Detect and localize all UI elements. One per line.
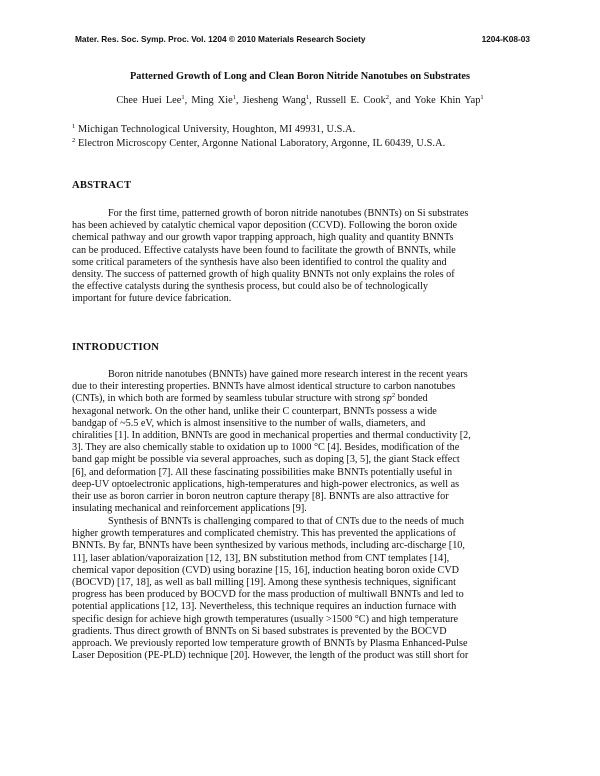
introduction-paragraph-1: [72, 369, 532, 515]
affiliation-mark: 1: [72, 123, 76, 130]
affiliation-text: Electron Microscopy Center, Argonne National Laboratory, Argonne, IL 60439, U.S.A.: [75, 138, 446, 149]
text-run: (CNTs), in which both are formed by seamless tubular structure with strong: [72, 393, 383, 405]
author-name: Chee Huei Lee: [116, 95, 182, 106]
author-separator: ,: [184, 95, 192, 106]
author-name: Russell E. Cook: [315, 95, 386, 106]
sp-superscript: 2: [391, 392, 396, 400]
author-name: Yoke Khin Yap: [414, 95, 481, 106]
affiliation-2: [72, 138, 445, 149]
running-header: [75, 34, 530, 44]
text-line: [72, 393, 532, 405]
author-name: Ming Xie: [191, 95, 233, 106]
text-line: 3]. They are also chemically stable to oxidation up to 1000 °C [4]. Besides, modification of the: [72, 442, 460, 454]
text-line: their use as boron carrier in boron neutron capture therapy [8]. BNNTs are also attractive for: [72, 491, 449, 503]
author-name: Jiesheng Wang: [242, 95, 306, 106]
paper-id: 1204-K08-03: [481, 34, 530, 44]
text-line: chemical pathway and our growth vapor trapping approach, high quality and quantity BNNTs: [72, 232, 454, 244]
text-line: BNNTs. By far, BNNTs have been synthesized by various methods, including arc-discharge [10,: [72, 540, 465, 552]
text-line: important for future device fabrication.: [72, 293, 232, 305]
author-affil-mark: 1: [305, 94, 310, 101]
paper-title: Patterned Growth of Long and Clean Boron Nitride Nanotubes on Substrates: [129, 71, 470, 82]
author-affil-mark: 2: [385, 94, 389, 101]
author-affil-mark: 1: [232, 94, 236, 101]
text-run: bonded: [395, 393, 428, 405]
text-line: deep-UV optoelectronic applications, high-temperatures and high-power electronics, as well as: [72, 478, 460, 490]
text-line: specific design for achieve high growth temperatures (usually >1500 °C) and high temperature: [72, 613, 459, 625]
text-line: band gap might be possible via several approaches, such as doping [3, 5], the giant Stack effect: [72, 454, 460, 466]
text-line: chiralities [1]. In addition, BNNTs are good in mechanical properties and thermal conductivity [2,: [72, 430, 471, 442]
text-line: potential applications [12, 13]. Nevertheless, this technique requires an induction furnace with: [72, 601, 457, 613]
text-line: chemical vapor deposition (CVD) using borazine [15, 16], induction heating boron oxide CVD: [72, 564, 460, 576]
text-line: [6], and deformation [7]. All these fascinating possibilities make BNNTs potentially useful in: [72, 466, 453, 478]
author-list: [40, 95, 560, 106]
text-line: can be produced. Effective catalysts have been found to facilitate the growth of BNNTs, while: [72, 244, 456, 256]
author-separator: , and: [389, 95, 415, 106]
text-line: (BOCVD) [17, 18], as well as ball milling [19]. Among these synthesis techniques, significant: [72, 577, 456, 589]
journal-citation: Mater. Res. Soc. Symp. Proc. Vol. 1204 © 2010 Materials Research Society: [75, 34, 366, 44]
text-line: the effective catalysts during the synthesis process, but could also be of technologically: [72, 281, 428, 293]
text-line: Laser Deposition (PE-PLD) technique [20]. However, the length of the product was still short for: [72, 650, 469, 662]
text-line: due to their interesting properties. BNNTs have almost identical structure to carbon nanotubes: [72, 381, 456, 393]
introduction-heading: INTRODUCTION: [72, 342, 160, 353]
text-line: hexagonal network. On the other hand, unlike their C counterpart, BNNTs possess a wide: [72, 405, 437, 417]
text-line: Boron nitride nanotubes (BNNTs) have gained more research interest in the recent years: [108, 369, 468, 380]
text-line: has been achieved by catalytic chemical vapor deposition (CCVD). Following the boron oxide: [72, 220, 458, 232]
text-line: Synthesis of BNNTs is challenging compared to that of CNTs due to the needs of much: [108, 516, 464, 527]
introduction-paragraph-2: [72, 516, 532, 662]
affiliation-mark: 2: [72, 137, 76, 144]
sp-symbol: sp: [382, 393, 392, 405]
author-affil-mark: 1: [181, 94, 185, 101]
author-separator: ,: [235, 95, 243, 106]
text-line: bandgap of ~5.5 eV, which is almost insensitive to the number of walls, diameters, and: [72, 417, 426, 429]
text-line: insulating mechanical and reinforcement applications [9].: [72, 503, 307, 515]
text-line: 11], laser ablation/vaporaization [12, 13], BN substitution method from CNT templates [14],: [72, 552, 450, 564]
abstract-heading: ABSTRACT: [72, 180, 132, 191]
affiliation-text: Michigan Technological University, Houghton, MI 49931, U.S.A.: [75, 124, 356, 135]
abstract-body: [72, 208, 532, 306]
text-line: progress has been produced by BOCVD for the mass production of multiwall BNNTs and led to: [72, 589, 464, 601]
text-line: some critical parameters of the synthesis have also been identified to control the quality and: [72, 256, 447, 268]
text-line: higher growth temperatures and complicated chemistry. This has prevented the applications of: [72, 528, 456, 540]
author-separator: ,: [309, 95, 316, 106]
author-affil-mark: 1: [480, 94, 484, 101]
text-line: gradients. Thus direct growth of BNNTs on Si based substrates is prevented by the BOCVD: [72, 625, 447, 637]
text-line: approach. We previously reported low temperature growth of BNNTs by Plasma Enhanced-Pulse: [72, 638, 468, 650]
text-line: For the first time, patterned growth of boron nitride nanotubes (BNNTs) on Si substrates: [108, 208, 469, 219]
text-line: density. The success of patterned growth of high quality BNNTs not only explains the roles of: [72, 269, 455, 281]
affiliation-1: [72, 124, 355, 135]
